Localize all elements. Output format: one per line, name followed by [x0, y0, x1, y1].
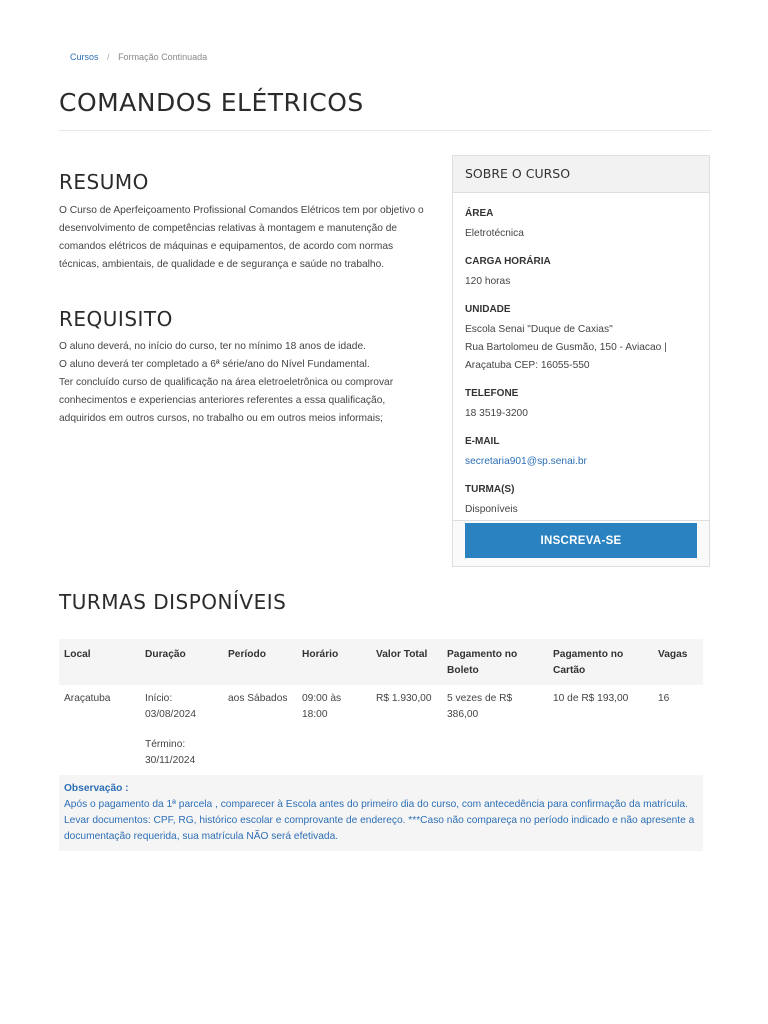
table-header-row — [59, 639, 703, 685]
unit-address: Rua Bartolomeu de Gusmão, 150 - Aviacao | Araçatuba CEP: 16055-550 — [465, 342, 667, 371]
unit-value — [465, 321, 697, 375]
email-label: E-MAIL — [465, 436, 500, 447]
cell-local: Araçatuba — [64, 693, 111, 704]
course-info-title: SOBRE O CURSO — [453, 156, 709, 193]
column-header: Valor Total — [376, 649, 428, 660]
requirement-item: O aluno deverá ter completado a 6ª série/ano do Nível Fundamental. — [59, 359, 370, 370]
cell-seats: 16 — [658, 693, 670, 704]
cell-start: Início: 03/08/2024 — [145, 693, 196, 720]
unit-label: UNIDADE — [465, 304, 511, 315]
column-header: Horário — [302, 649, 339, 660]
observation-note — [59, 775, 703, 851]
phone-value: 18 3519-3200 — [465, 408, 528, 419]
classes-heading: TURMAS DISPONÍVEIS — [59, 590, 287, 614]
table-row — [59, 685, 703, 775]
classes-table — [59, 639, 703, 851]
requirement-item: Ter concluído curso de qualificação na área eletroeletrônica ou comprovar conhecimentos e experiencias anteriores referentes a essa qualificação, adquiridos em outros cursos, no trabalho ou em outros meios informais; — [59, 377, 394, 424]
requirements-list — [59, 338, 429, 428]
column-header: Local — [64, 649, 91, 660]
requirement-item: O aluno deverá, no início do curso, ter no mínimo 18 anos de idade. — [59, 341, 366, 352]
cell-period: aos Sábados — [228, 693, 288, 704]
course-info-body — [453, 193, 709, 521]
area-value: Eletrotécnica — [465, 228, 524, 239]
email-link[interactable]: secretaria901@sp.senai.br — [465, 456, 587, 467]
note-row — [59, 775, 703, 851]
course-info-panel — [452, 155, 710, 567]
observation-text: Após o pagamento da 1ª parcela , comparecer à Escola antes do primeiro dia do curso, com antecedência para confirmação da matrícula. Levar documentos: CPF, RG, histórico escolar e comprovante de endereço. ***Caso não compareça no período indicado e não apresente a documentação requerida, sua matrícula NÃO será efetivada. — [64, 799, 695, 842]
page-title: COMANDOS ELÉTRICOS — [59, 88, 364, 117]
cell-time: 09:00 às 18:00 — [302, 693, 342, 720]
column-header: Pagamento no Cartão — [553, 649, 624, 676]
column-header: Período — [228, 649, 266, 660]
hours-label: CARGA HORÁRIA — [465, 256, 551, 267]
summary-text: O Curso de Aperfeiçoamento Profissional Comandos Elétricos tem por objetivo o desenvolvimento de competências relativas à montagem e manutenção de comandos elétricos de máquinas e equipamentos, de acordo com normas técnicas, ambientais, de qualidade e de segurança e saúde no trabalho. — [59, 205, 424, 270]
area-label: ÁREA — [465, 208, 494, 219]
cell-end: Término: 30/11/2024 — [145, 739, 196, 766]
summary-heading: RESUMO — [59, 170, 149, 194]
column-header: Duração — [145, 649, 186, 660]
hours-value: 120 horas — [465, 276, 511, 287]
column-header: Vagas — [658, 649, 688, 660]
classes-label: TURMA(S) — [465, 484, 515, 495]
breadcrumb-current: Formação Continuada — [118, 52, 208, 62]
enroll-button[interactable]: INSCREVA-SE — [465, 523, 697, 558]
email-value — [465, 453, 697, 471]
cell-duration — [140, 685, 223, 775]
cell-boleto: 5 vezes de R$ 386,00 — [447, 693, 513, 720]
phone-label: TELEFONE — [465, 388, 519, 399]
requirements-heading: REQUISITO — [59, 307, 173, 331]
classes-value: Disponíveis — [465, 504, 518, 515]
cell-total: R$ 1.930,00 — [376, 693, 432, 704]
unit-name: Escola Senai "Duque de Caxias" — [465, 324, 613, 335]
classes-table-wrapper — [59, 639, 703, 851]
column-header: Pagamento no Boleto — [447, 649, 518, 676]
cell-card: 10 de R$ 193,00 — [553, 693, 629, 704]
breadcrumb — [70, 52, 207, 62]
breadcrumb-link-courses[interactable]: Cursos — [70, 52, 99, 62]
breadcrumb-separator: / — [107, 52, 110, 62]
title-divider — [59, 130, 711, 131]
observation-label: Observação : — [64, 783, 129, 794]
